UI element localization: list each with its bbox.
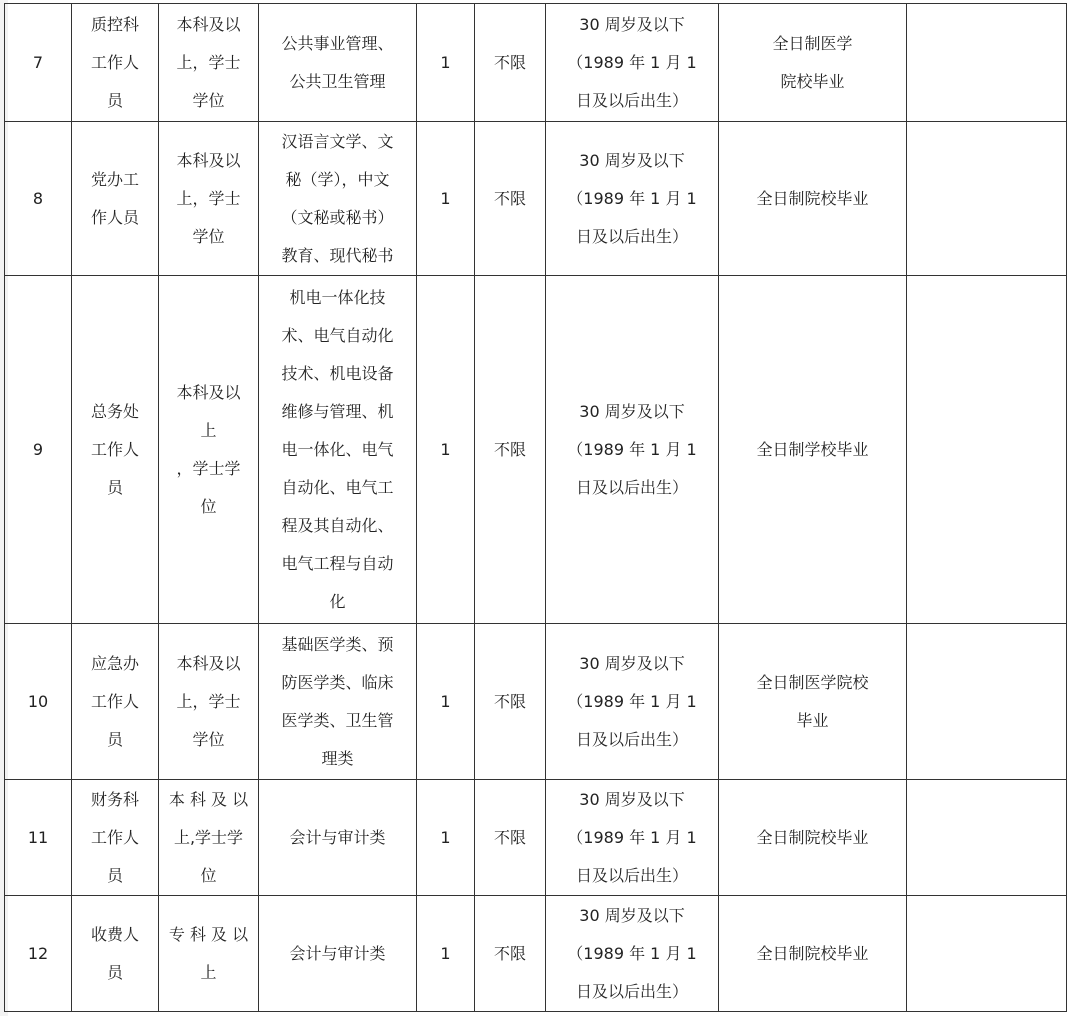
headcount: 1	[417, 276, 475, 624]
headcount: 1	[417, 896, 475, 1012]
other-requirement: 全日制院校毕业	[719, 896, 907, 1012]
row-number: 11	[5, 780, 72, 896]
education-requirement: 本科及以 上，学士 学位	[159, 4, 259, 122]
gender-requirement: 不限	[475, 4, 546, 122]
position-name: 质控科 工作人 员	[72, 4, 159, 122]
age-requirement: 30 周岁及以下 （1989 年 1 月 1 日及以后出生）	[546, 624, 719, 780]
note-cell	[907, 122, 1067, 276]
row-number: 10	[5, 624, 72, 780]
gender-requirement: 不限	[475, 780, 546, 896]
education-requirement: 专 科 及 以 上	[159, 896, 259, 1012]
gender-requirement: 不限	[475, 122, 546, 276]
table-row	[5, 276, 1067, 624]
recruitment-table	[4, 3, 1067, 1012]
position-name: 应急办 工作人 员	[72, 624, 159, 780]
note-cell	[907, 276, 1067, 624]
major-requirement: 公共事业管理、 公共卫生管理	[259, 4, 417, 122]
other-requirement: 全日制医学 院校毕业	[719, 4, 907, 122]
education-requirement: 本科及以 上 ，学士学 位	[159, 276, 259, 624]
other-requirement: 全日制院校毕业	[719, 122, 907, 276]
note-cell	[907, 4, 1067, 122]
gender-requirement: 不限	[475, 276, 546, 624]
headcount: 1	[417, 122, 475, 276]
education-requirement: 本 科 及 以 上,学士学 位	[159, 780, 259, 896]
note-cell	[907, 896, 1067, 1012]
gender-requirement: 不限	[475, 896, 546, 1012]
age-requirement: 30 周岁及以下 （1989 年 1 月 1 日及以后出生）	[546, 122, 719, 276]
headcount: 1	[417, 4, 475, 122]
headcount: 1	[417, 780, 475, 896]
age-requirement: 30 周岁及以下 （1989 年 1 月 1 日及以后出生）	[546, 276, 719, 624]
other-requirement: 全日制学校毕业	[719, 276, 907, 624]
table-row	[5, 896, 1067, 1012]
major-requirement: 基础医学类、预 防医学类、临床 医学类、卫生管 理类	[259, 624, 417, 780]
major-requirement: 汉语言文学、文 秘（学），中文 （文秘或秘书） 教育、现代秘书	[259, 122, 417, 276]
major-requirement: 机电一体化技 术、电气自动化 技术、机电设备 维修与管理、机 电一体化、电气 自动化、电气工 程及其自动化、 电气工程与自动 化	[259, 276, 417, 624]
position-name: 总务处 工作人 员	[72, 276, 159, 624]
row-number: 9	[5, 276, 72, 624]
note-cell	[907, 624, 1067, 780]
education-requirement: 本科及以 上，学士 学位	[159, 122, 259, 276]
row-number: 12	[5, 896, 72, 1012]
row-number: 7	[5, 4, 72, 122]
age-requirement: 30 周岁及以下 （1989 年 1 月 1 日及以后出生）	[546, 780, 719, 896]
table-row	[5, 780, 1067, 896]
headcount: 1	[417, 624, 475, 780]
education-requirement: 本科及以 上，学士 学位	[159, 624, 259, 780]
note-cell	[907, 780, 1067, 896]
major-requirement: 会计与审计类	[259, 896, 417, 1012]
position-name: 党办工 作人员	[72, 122, 159, 276]
row-number: 8	[5, 122, 72, 276]
other-requirement: 全日制院校毕业	[719, 780, 907, 896]
position-name: 收费人 员	[72, 896, 159, 1012]
table-row	[5, 624, 1067, 780]
age-requirement: 30 周岁及以下 （1989 年 1 月 1 日及以后出生）	[546, 4, 719, 122]
table-row	[5, 4, 1067, 122]
major-requirement: 会计与审计类	[259, 780, 417, 896]
other-requirement: 全日制医学院校 毕业	[719, 624, 907, 780]
gender-requirement: 不限	[475, 624, 546, 780]
table-row	[5, 122, 1067, 276]
age-requirement: 30 周岁及以下 （1989 年 1 月 1 日及以后出生）	[546, 896, 719, 1012]
position-name: 财务科 工作人 员	[72, 780, 159, 896]
